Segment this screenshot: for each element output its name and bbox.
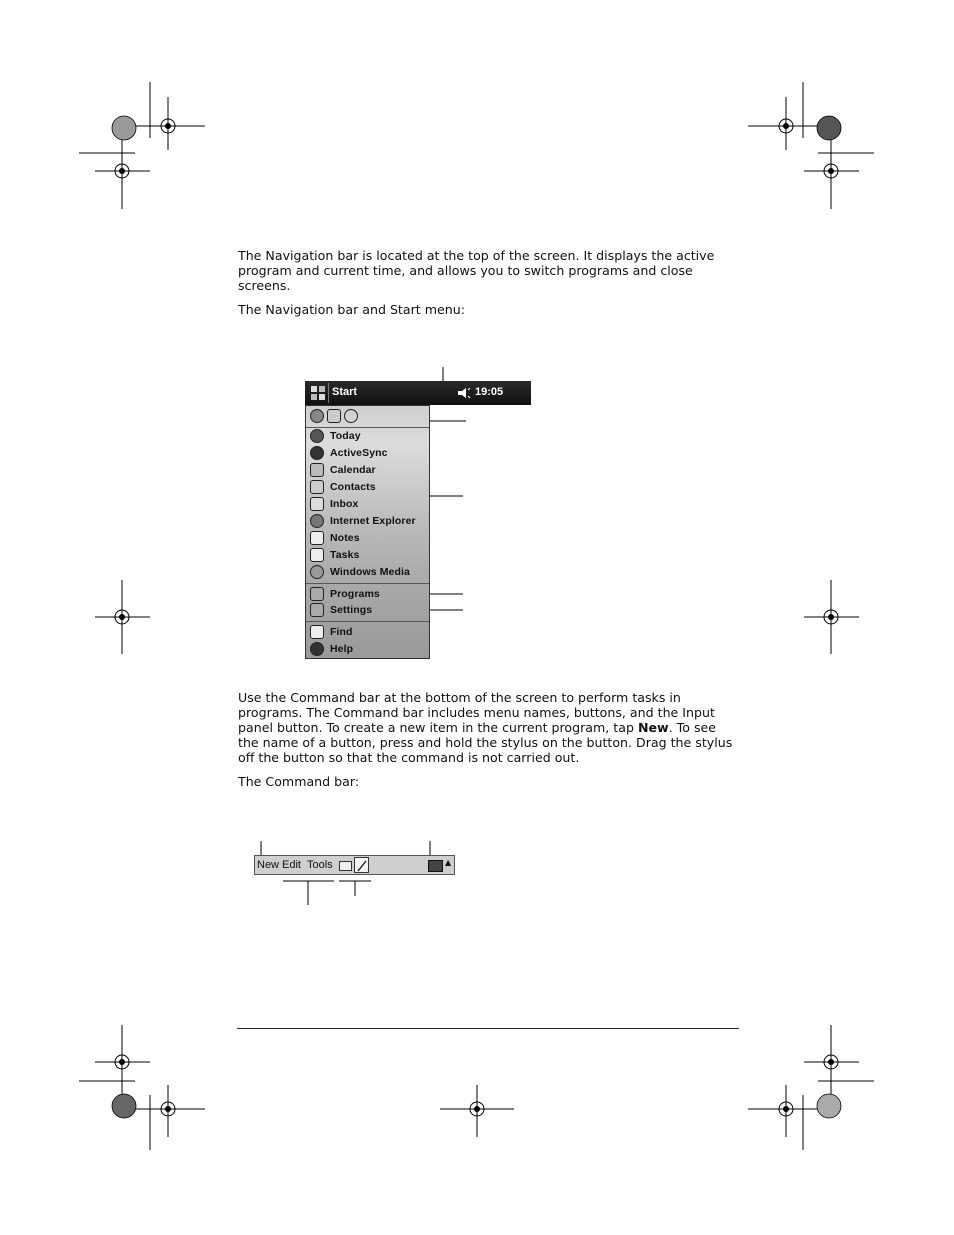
tasks-icon bbox=[310, 548, 324, 562]
menu-item-tasks[interactable] bbox=[310, 547, 360, 563]
keyboard-icon[interactable] bbox=[428, 860, 443, 872]
menu-item-label: Programs bbox=[330, 588, 380, 600]
windows-media-icon bbox=[310, 565, 324, 579]
command-bar bbox=[254, 855, 455, 875]
menu-item-calendar[interactable] bbox=[310, 462, 376, 478]
media-icon[interactable] bbox=[310, 409, 324, 423]
menu-item-internet-explorer[interactable] bbox=[310, 513, 416, 529]
menu-item-label: Find bbox=[330, 626, 353, 638]
new-bold-term: New bbox=[637, 720, 669, 735]
card-icon[interactable] bbox=[339, 861, 352, 871]
start-label[interactable]: Start bbox=[332, 386, 358, 398]
menu-item-programs[interactable] bbox=[310, 586, 380, 602]
help-icon bbox=[310, 642, 324, 656]
calendar-icon bbox=[310, 463, 324, 477]
paragraph-text: . To see the name of a button, press and hold the stylus on the button. Drag the stylus off the button so that the command is not carried out. bbox=[238, 720, 733, 765]
menu-item-inbox[interactable] bbox=[310, 496, 359, 512]
contacts-icon bbox=[310, 480, 324, 494]
navigation-bar[interactable] bbox=[305, 381, 531, 405]
menu-item-label: Calendar bbox=[330, 464, 376, 476]
menu-item-today[interactable] bbox=[310, 428, 361, 444]
menu-edit[interactable]: Edit bbox=[282, 859, 301, 871]
menu-new[interactable]: New bbox=[257, 859, 280, 871]
command-bar-caption: The Command bar: bbox=[238, 774, 360, 789]
inbox-icon bbox=[310, 497, 324, 511]
start-menu bbox=[305, 405, 430, 659]
menu-tools[interactable]: Tools bbox=[307, 859, 333, 871]
clock-time[interactable]: 19:05 bbox=[475, 386, 504, 398]
footer-rule bbox=[237, 1028, 739, 1029]
menu-item-label: ActiveSync bbox=[330, 447, 388, 459]
pen-icon[interactable] bbox=[354, 857, 369, 873]
menu-item-help[interactable] bbox=[310, 641, 353, 657]
command-bar-paragraph bbox=[238, 690, 738, 765]
recent-programs bbox=[310, 409, 358, 423]
find-icon bbox=[310, 625, 324, 639]
menu-item-label: Inbox bbox=[330, 498, 359, 510]
menu-item-label: Notes bbox=[330, 532, 360, 544]
pen-glyph bbox=[355, 859, 368, 873]
menu-separator bbox=[306, 583, 429, 584]
menu-item-label: Settings bbox=[330, 604, 373, 616]
menu-separator bbox=[306, 621, 429, 622]
intro-paragraph: The Navigation bar is located at the top of the screen. It displays the active program and current time, and allows you to switch programs and close screens. bbox=[238, 248, 715, 293]
menu-item-notes[interactable] bbox=[310, 530, 360, 546]
menu-item-activesync[interactable] bbox=[310, 445, 388, 461]
notes-icon bbox=[310, 531, 324, 545]
today-icon bbox=[310, 429, 324, 443]
menu-item-windows-media[interactable] bbox=[310, 564, 410, 580]
menu-item-find[interactable] bbox=[310, 624, 353, 640]
start-menu-caption: The Navigation bar and Start menu: bbox=[238, 302, 465, 317]
menu-item-settings[interactable] bbox=[310, 602, 372, 618]
programs-icon bbox=[310, 587, 324, 601]
menu-item-label: Today bbox=[330, 430, 361, 442]
contacts-icon[interactable] bbox=[327, 409, 341, 423]
windows-logo-icon[interactable] bbox=[308, 383, 329, 403]
menu-item-label: Contacts bbox=[330, 481, 376, 493]
menu-item-label: Internet Explorer bbox=[330, 515, 416, 527]
speaker-icon[interactable] bbox=[457, 387, 471, 399]
menu-item-label: Windows Media bbox=[330, 566, 410, 578]
internet-explorer-icon bbox=[310, 514, 324, 528]
settings-icon bbox=[310, 603, 324, 617]
find-icon[interactable] bbox=[344, 409, 358, 423]
menu-item-label: Tasks bbox=[330, 549, 360, 561]
activesync-icon bbox=[310, 446, 324, 460]
input-panel-arrow[interactable]: ▲ bbox=[445, 858, 452, 867]
menu-item-label: Help bbox=[330, 643, 354, 655]
paragraph-text: Use the Command bar at the bottom of the screen to perform tasks in programs. The Command bar includes menu names, buttons, and the Input panel button. To create a new item in the current program, tap bbox=[238, 690, 715, 735]
menu-item-contacts[interactable] bbox=[310, 479, 376, 495]
